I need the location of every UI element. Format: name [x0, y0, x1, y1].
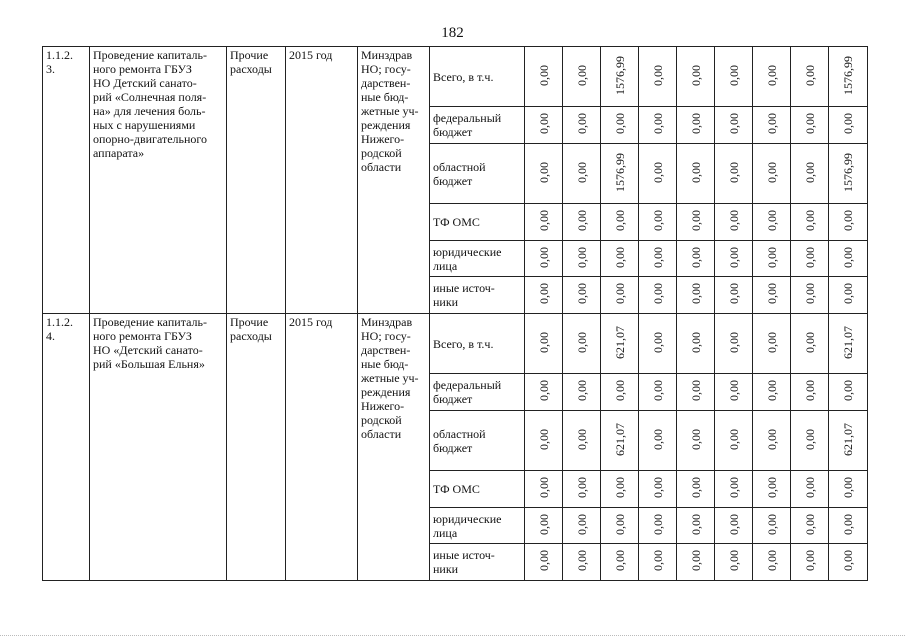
- value-cell: [639, 144, 677, 204]
- value-cell: [525, 314, 563, 374]
- value-cell: [791, 107, 829, 144]
- value-text: 0,00: [688, 331, 703, 353]
- value-text: 0,00: [726, 428, 741, 450]
- value-cell: [829, 144, 868, 204]
- value-cell: [791, 204, 829, 241]
- value-cell: [677, 204, 715, 241]
- value-text: 0,00: [688, 161, 703, 183]
- value-cell: [601, 471, 639, 508]
- value-cell: [563, 144, 601, 204]
- value-text: 0,00: [574, 64, 589, 86]
- value-cell: [715, 47, 753, 107]
- value-cell: [829, 411, 868, 471]
- value-text: 0,00: [802, 428, 817, 450]
- value-text: 0,00: [650, 513, 665, 535]
- value-text: 0,00: [726, 113, 741, 134]
- value-text: 0,00: [574, 380, 589, 401]
- value-cell: [525, 544, 563, 581]
- value-text: 0,00: [841, 550, 855, 571]
- value-text: 0,00: [726, 283, 741, 304]
- value-text: 0,00: [764, 550, 779, 571]
- value-cell: [677, 314, 715, 374]
- value-text: 0,00: [726, 246, 741, 268]
- table-body: [43, 47, 868, 581]
- value-cell: [677, 544, 715, 581]
- value-text: 0,00: [612, 210, 627, 231]
- value-text: 0,00: [688, 513, 703, 535]
- value-text: 0,00: [726, 477, 741, 498]
- funding-source-label: иные источ- ники: [430, 277, 525, 314]
- item-executor: Минздрав НО; госу- дарствен- ные бюд- жетные уч- реждения Нижего- родской области: [358, 314, 430, 581]
- value-text: 0,00: [536, 477, 551, 498]
- value-text: 0,00: [688, 380, 703, 401]
- value-cell: [639, 508, 677, 544]
- value-text: 0,00: [764, 210, 779, 231]
- value-text: 0,00: [726, 161, 741, 183]
- value-text: 0,00: [650, 331, 665, 353]
- value-text: 0,00: [802, 380, 817, 401]
- value-text: 0,00: [764, 246, 779, 268]
- value-cell: [829, 314, 868, 374]
- value-cell: [829, 107, 868, 144]
- item-year: 2015 год: [286, 47, 358, 314]
- value-cell: [525, 241, 563, 277]
- value-cell: [601, 144, 639, 204]
- value-cell: [601, 374, 639, 411]
- value-cell: [563, 374, 601, 411]
- item-executor: Минздрав НО; госу- дарствен- ные бюд- жетные уч- реждения Нижего- родской области: [358, 47, 430, 314]
- value-cell: [563, 107, 601, 144]
- value-cell: [563, 204, 601, 241]
- value-cell: [829, 47, 868, 107]
- value-cell: [829, 544, 868, 581]
- value-text: 0,00: [536, 331, 551, 353]
- value-cell: [753, 508, 791, 544]
- value-cell: [791, 374, 829, 411]
- value-text: 0,00: [574, 428, 589, 450]
- value-cell: [563, 411, 601, 471]
- value-text: 0,00: [841, 380, 855, 401]
- value-cell: [563, 314, 601, 374]
- value-text: 0,00: [536, 113, 551, 134]
- value-cell: [753, 374, 791, 411]
- value-text: 0,00: [574, 513, 589, 535]
- value-cell: [753, 204, 791, 241]
- value-text: 0,00: [536, 428, 551, 450]
- value-cell: [829, 374, 868, 411]
- value-text: 621,07: [612, 422, 627, 456]
- value-text: 0,00: [612, 246, 627, 268]
- value-text: 0,00: [726, 380, 741, 401]
- value-cell: [639, 204, 677, 241]
- value-text: 1576,99: [841, 152, 855, 192]
- value-text: 0,00: [841, 210, 855, 231]
- item-code: 1.1.2. 4.: [43, 314, 90, 581]
- value-cell: [601, 508, 639, 544]
- value-text: 0,00: [688, 428, 703, 450]
- value-text: 0,00: [650, 550, 665, 571]
- value-cell: [791, 314, 829, 374]
- value-text: 0,00: [650, 477, 665, 498]
- value-cell: [715, 204, 753, 241]
- value-text: 0,00: [574, 477, 589, 498]
- value-text: 0,00: [650, 283, 665, 304]
- value-cell: [753, 47, 791, 107]
- value-cell: [753, 144, 791, 204]
- value-text: 0,00: [688, 550, 703, 571]
- value-cell: [677, 144, 715, 204]
- value-text: 0,00: [536, 513, 551, 535]
- value-text: 621,07: [841, 325, 855, 359]
- value-cell: [639, 411, 677, 471]
- value-cell: [715, 277, 753, 314]
- value-text: 0,00: [574, 210, 589, 231]
- value-text: 0,00: [764, 380, 779, 401]
- value-cell: [753, 107, 791, 144]
- value-text: 0,00: [688, 477, 703, 498]
- value-cell: [715, 508, 753, 544]
- value-cell: [639, 47, 677, 107]
- value-text: 0,00: [612, 477, 627, 498]
- value-text: 0,00: [650, 113, 665, 134]
- value-text: 0,00: [650, 428, 665, 450]
- value-cell: [791, 544, 829, 581]
- value-cell: [829, 471, 868, 508]
- value-text: 0,00: [688, 283, 703, 304]
- value-cell: [677, 107, 715, 144]
- value-text: 0,00: [688, 64, 703, 86]
- funding-source-label: ТФ ОМС: [430, 204, 525, 241]
- value-text: 0,00: [802, 477, 817, 498]
- value-text: 0,00: [536, 64, 551, 86]
- value-cell: [525, 47, 563, 107]
- value-cell: [563, 508, 601, 544]
- value-text: 1576,99: [612, 55, 627, 95]
- value-text: 621,07: [612, 325, 627, 359]
- value-text: 0,00: [650, 210, 665, 231]
- page-number: 182: [441, 25, 464, 41]
- value-cell: [829, 204, 868, 241]
- value-cell: [715, 314, 753, 374]
- value-text: 0,00: [841, 513, 855, 535]
- value-text: 0,00: [650, 246, 665, 268]
- value-text: 0,00: [536, 283, 551, 304]
- value-cell: [525, 277, 563, 314]
- value-cell: [525, 144, 563, 204]
- value-text: 0,00: [841, 246, 855, 268]
- value-text: 0,00: [536, 210, 551, 231]
- funding-source-label: федеральный бюджет: [430, 107, 525, 144]
- value-text: 0,00: [726, 550, 741, 571]
- value-cell: [601, 314, 639, 374]
- value-cell: [563, 47, 601, 107]
- value-cell: [563, 471, 601, 508]
- value-cell: [525, 508, 563, 544]
- value-text: 0,00: [841, 477, 855, 498]
- value-text: 0,00: [802, 246, 817, 268]
- value-text: 1576,99: [841, 55, 855, 95]
- value-cell: [639, 277, 677, 314]
- value-text: 0,00: [688, 210, 703, 231]
- value-text: 0,00: [802, 550, 817, 571]
- funding-source-label: Всего, в т.ч.: [430, 314, 525, 374]
- funding-source-label: областной бюджет: [430, 144, 525, 204]
- value-cell: [677, 241, 715, 277]
- value-cell: [601, 47, 639, 107]
- value-cell: [639, 471, 677, 508]
- value-text: 0,00: [764, 113, 779, 134]
- value-cell: [753, 277, 791, 314]
- value-cell: [601, 204, 639, 241]
- value-text: 0,00: [802, 113, 817, 134]
- value-text: 0,00: [764, 161, 779, 183]
- value-text: 0,00: [574, 283, 589, 304]
- value-text: 0,00: [841, 283, 855, 304]
- value-cell: [601, 107, 639, 144]
- value-cell: [525, 107, 563, 144]
- budget-table: [42, 46, 868, 581]
- value-text: 0,00: [612, 513, 627, 535]
- value-text: 621,07: [841, 422, 855, 456]
- value-cell: [753, 471, 791, 508]
- value-text: 0,00: [574, 113, 589, 134]
- value-cell: [639, 107, 677, 144]
- value-cell: [753, 314, 791, 374]
- value-text: 0,00: [574, 331, 589, 353]
- value-text: 0,00: [764, 64, 779, 86]
- value-cell: [791, 144, 829, 204]
- expense-type: Прочие расходы: [227, 47, 286, 314]
- value-cell: [639, 544, 677, 581]
- value-cell: [677, 374, 715, 411]
- value-text: 0,00: [802, 283, 817, 304]
- value-text: 0,00: [650, 64, 665, 86]
- item-name: Проведение капиталь- ного ремонта ГБУЗ НО Детский санато- рий «Солнечная поля- на» для лечения боль- ных с нарушениями опорно-двигательного аппарата»: [90, 47, 227, 314]
- value-text: 0,00: [726, 331, 741, 353]
- value-cell: [525, 471, 563, 508]
- value-cell: [639, 374, 677, 411]
- value-cell: [715, 241, 753, 277]
- value-cell: [715, 144, 753, 204]
- value-text: 0,00: [841, 113, 855, 134]
- value-cell: [715, 374, 753, 411]
- value-text: 1576,99: [612, 152, 627, 192]
- value-cell: [715, 544, 753, 581]
- value-cell: [601, 544, 639, 581]
- value-cell: [791, 241, 829, 277]
- value-text: 0,00: [650, 380, 665, 401]
- value-cell: [677, 411, 715, 471]
- value-cell: [525, 374, 563, 411]
- value-cell: [791, 277, 829, 314]
- value-text: 0,00: [726, 64, 741, 86]
- value-text: 0,00: [802, 210, 817, 231]
- value-text: 0,00: [536, 550, 551, 571]
- value-cell: [601, 411, 639, 471]
- item-name: Проведение капиталь- ного ремонта ГБУЗ НО «Детский санато- рий «Большая Ельня»: [90, 314, 227, 581]
- value-text: 0,00: [726, 513, 741, 535]
- value-text: 0,00: [764, 513, 779, 535]
- item-year: 2015 год: [286, 314, 358, 581]
- value-text: 0,00: [612, 113, 627, 134]
- value-text: 0,00: [536, 380, 551, 401]
- value-text: 0,00: [802, 161, 817, 183]
- value-text: 0,00: [802, 64, 817, 86]
- value-text: 0,00: [574, 161, 589, 183]
- value-cell: [753, 241, 791, 277]
- value-text: 0,00: [764, 283, 779, 304]
- value-cell: [791, 508, 829, 544]
- value-text: 0,00: [574, 550, 589, 571]
- value-cell: [829, 508, 868, 544]
- value-cell: [753, 411, 791, 471]
- value-cell: [563, 241, 601, 277]
- value-text: 0,00: [574, 246, 589, 268]
- value-cell: [829, 277, 868, 314]
- value-text: 0,00: [688, 113, 703, 134]
- value-text: 0,00: [536, 246, 551, 268]
- scan-edge-line: [0, 635, 905, 636]
- value-text: 0,00: [802, 513, 817, 535]
- value-cell: [563, 544, 601, 581]
- value-cell: [677, 508, 715, 544]
- value-cell: [715, 411, 753, 471]
- value-text: 0,00: [612, 550, 627, 571]
- table-row: [43, 314, 868, 374]
- funding-source-label: юридические лица: [430, 508, 525, 544]
- table-row: [43, 47, 868, 107]
- value-text: 0,00: [764, 331, 779, 353]
- value-cell: [677, 277, 715, 314]
- expense-type: Прочие расходы: [227, 314, 286, 581]
- value-text: 0,00: [688, 246, 703, 268]
- funding-source-label: областной бюджет: [430, 411, 525, 471]
- value-text: 0,00: [764, 477, 779, 498]
- value-cell: [639, 314, 677, 374]
- value-cell: [791, 47, 829, 107]
- value-text: 0,00: [650, 161, 665, 183]
- funding-source-label: ТФ ОМС: [430, 471, 525, 508]
- value-text: 0,00: [612, 283, 627, 304]
- value-cell: [601, 241, 639, 277]
- funding-source-label: юридические лица: [430, 241, 525, 277]
- value-text: 0,00: [536, 161, 551, 183]
- value-cell: [677, 471, 715, 508]
- value-cell: [791, 471, 829, 508]
- value-cell: [639, 241, 677, 277]
- value-cell: [753, 544, 791, 581]
- funding-source-label: иные источ- ники: [430, 544, 525, 581]
- value-cell: [715, 107, 753, 144]
- value-cell: [525, 411, 563, 471]
- item-code: 1.1.2. 3.: [43, 47, 90, 314]
- value-cell: [715, 471, 753, 508]
- value-cell: [563, 277, 601, 314]
- value-text: 0,00: [726, 210, 741, 231]
- value-text: 0,00: [612, 380, 627, 401]
- value-cell: [601, 277, 639, 314]
- value-text: 0,00: [802, 331, 817, 353]
- funding-source-label: Всего, в т.ч.: [430, 47, 525, 107]
- value-text: 0,00: [764, 428, 779, 450]
- value-cell: [791, 411, 829, 471]
- value-cell: [525, 204, 563, 241]
- value-cell: [677, 47, 715, 107]
- funding-source-label: федеральный бюджет: [430, 374, 525, 411]
- value-cell: [829, 241, 868, 277]
